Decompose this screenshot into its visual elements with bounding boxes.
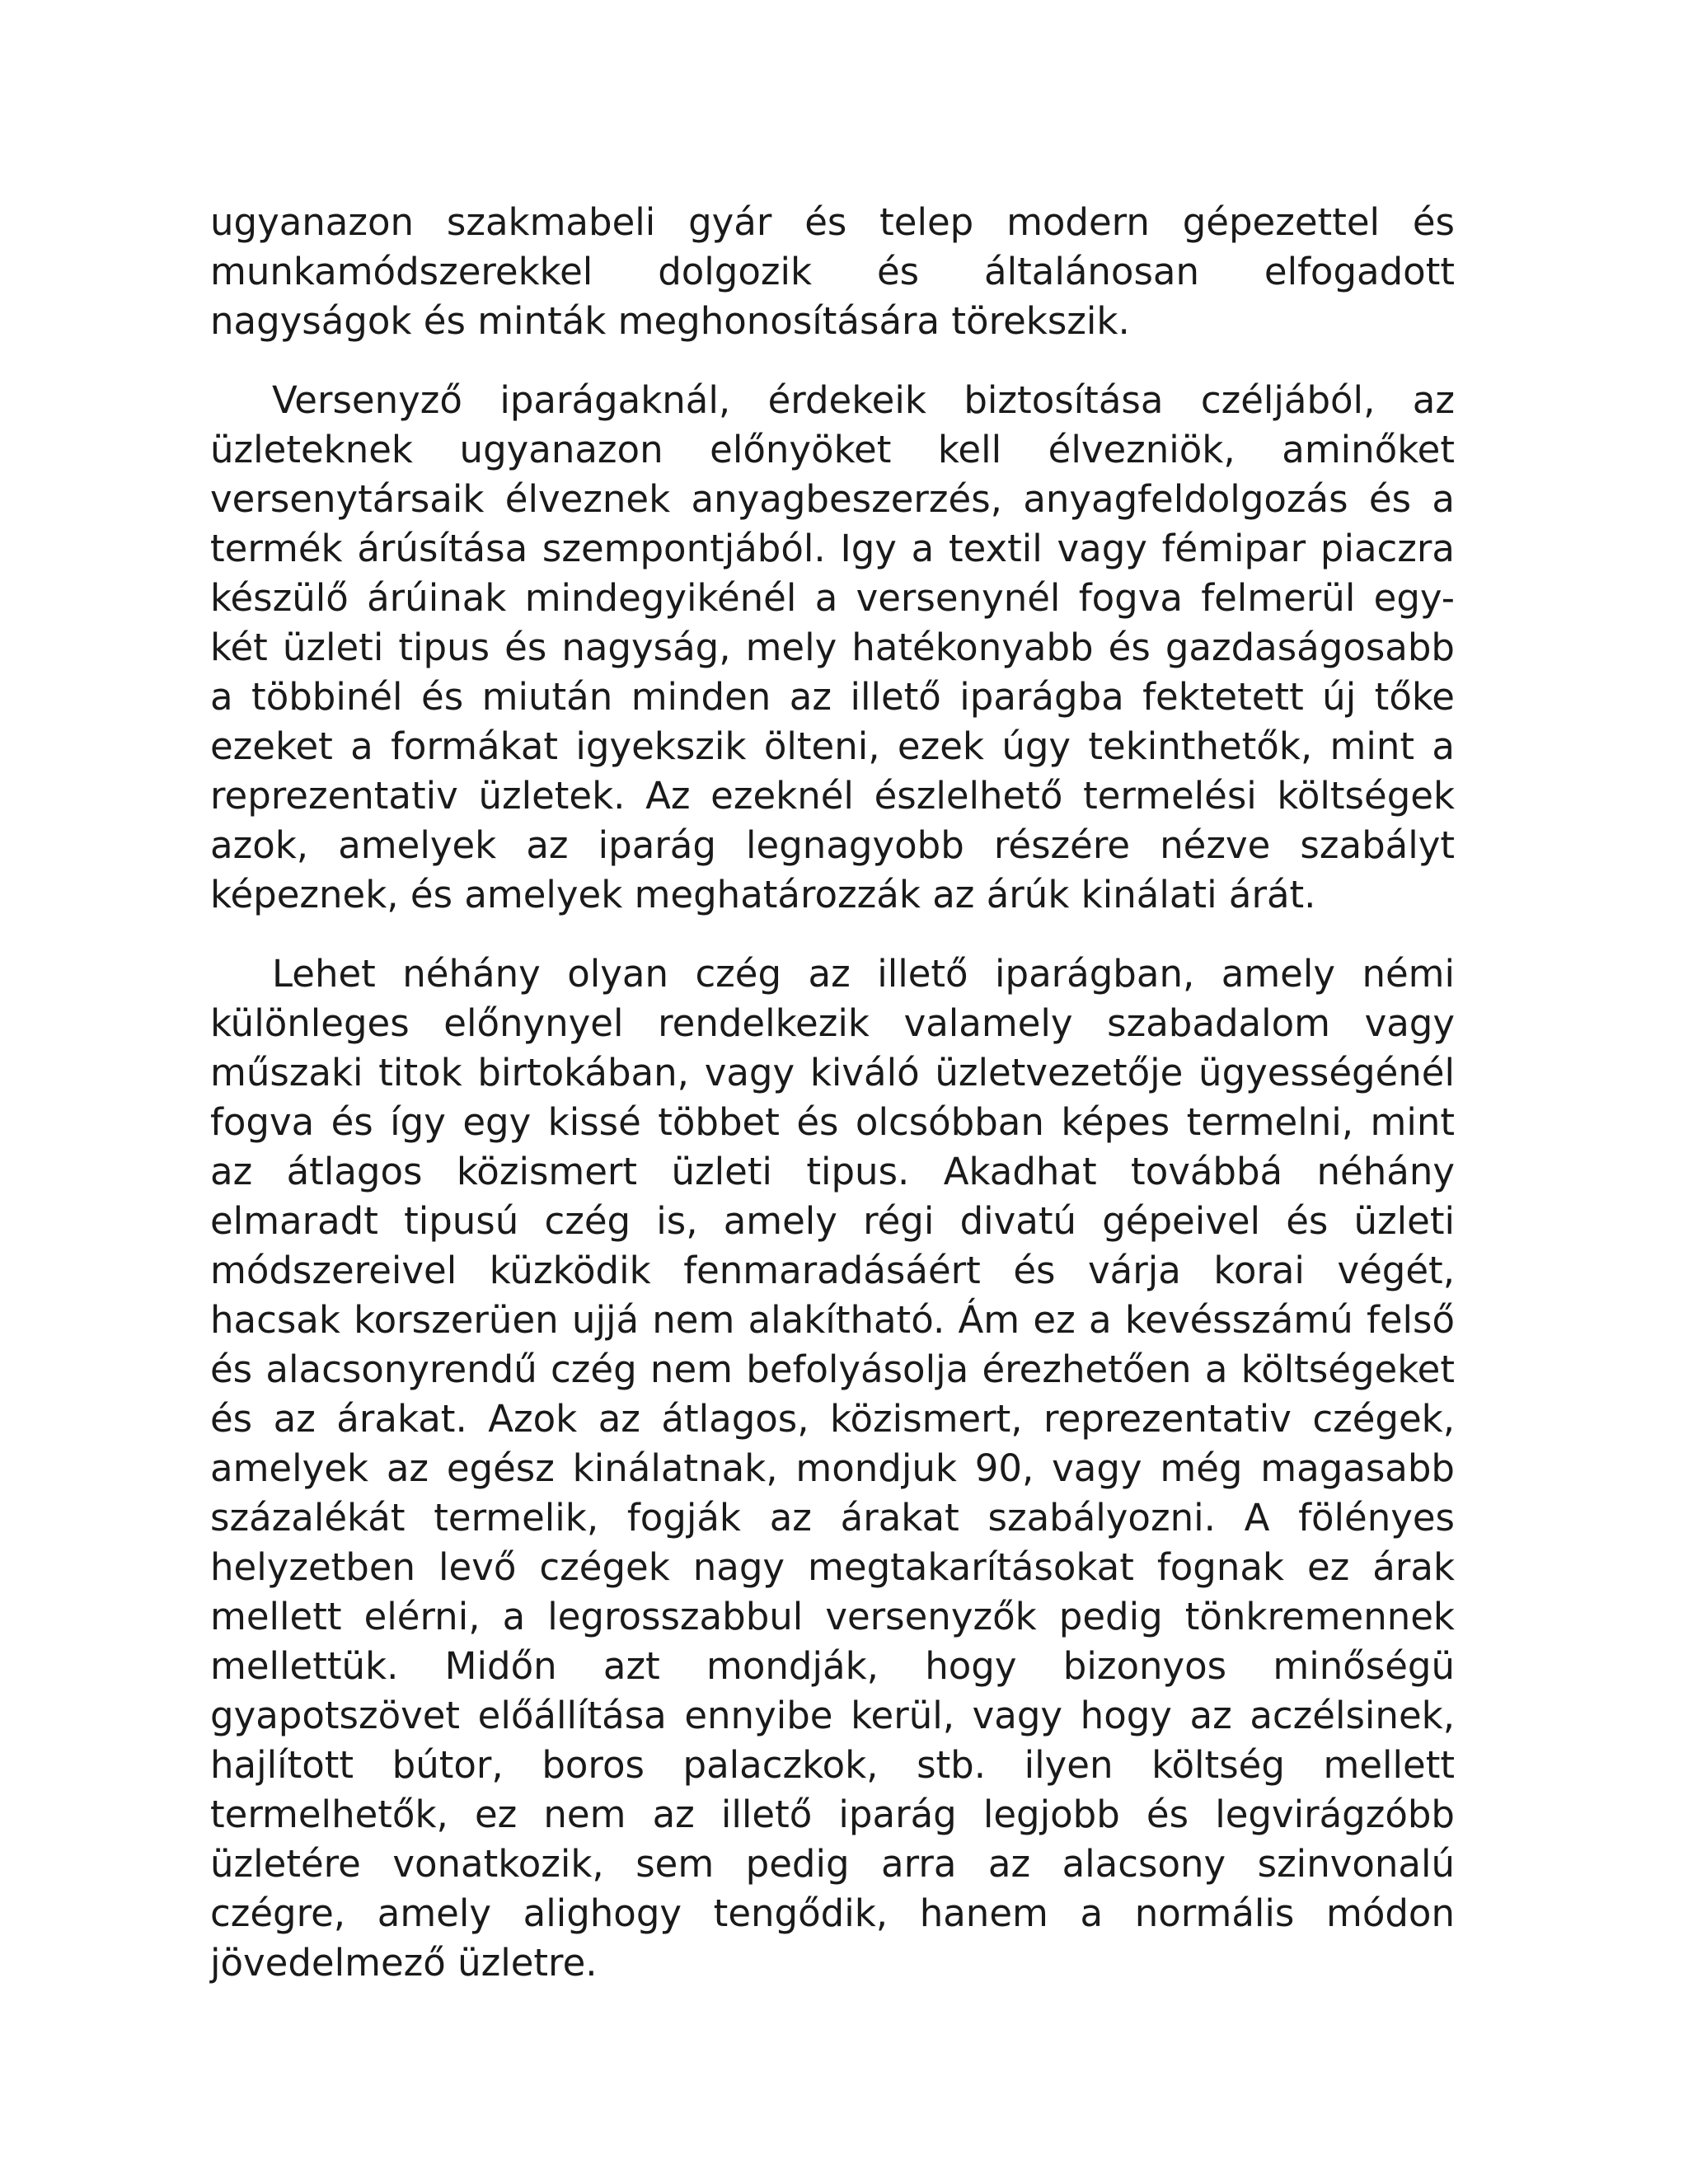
paragraph-continuation: ugyanazon szakmabeli gyár és telep modern gépezettel és munkamódszerekkel dolgozik és általánosan elfogadott nagyságok és minták meghonosítására törekszik. <box>210 200 1455 343</box>
paragraph-firm-differences: Lehet néhány olyan czég az illető iparágban, amely némi különleges előnynyel rendelkezik valamely szabadalom vagy műszaki titok birtokában, vagy kiváló üzletvezetője ügyességénél fogva és így egy kissé többet és olcsóbban képes termelni, mint az átlagos közismert üzleti tipus. Akadhat továbbá néhány elmaradt tipusú czég is, amely régi divatú gépeivel és üzleti módszereivel küzködik fenmaradásáért és várja korai végét, hacsak korszerüen ujjá nem alakítható. Ám ez a kevésszámú felső és alacsonyrendű czég nem befolyásolja érezhetően a költségeket és az árakat. Azok az átlagos, közismert, reprezentativ czégek, amelyek az egész kinálatnak, mondjuk 90, vagy még magasabb százalékát termelik, fogják az árakat szabályozni. A fölényes helyzetben levő czégek nagy megtakarításokat fognak ez árak mellett elérni, a legrosszabbul versenyzők pedig tönkremennek mellettük. Midőn azt mondják, hogy bizonyos minőségü gyapotszövet előállítása ennyibe kerül, vagy hogy az aczélsinek, hajlított bútor, boros palaczkok, stb. ilyen költség mellett termelhetők, ez nem az illető iparág legjobb és legvirágzóbb üzletére vonatkozik, sem pedig arra az alacsony szinvonalú czégre, amely alighogy tengődik, hanem a normális módon jövedelmező üzletre. <box>210 952 1455 1985</box>
paragraph-representative-business: Versenyző iparágaknál, érdekeik biztosítása czéljából, az üzleteknek ugyanazon előnyöket kell élvezniök, aminőket versenytársaik élveznek anyagbeszerzés, anyagfeldolgozás és a termék árúsítása szempontjából. Igy a textil vagy fémipar piaczra készülő árúinak mindegyikénél a versenynél fogva felmerül egy-két üzleti tipus és nagyság, mely hatékonyabb és gazdaságosabb a többinél és miután minden az illető iparágba fektetett új tőke ezeket a formákat igyekszik ölteni, ezek úgy tekinthetők, mint a reprezentativ üzletek. Az ezeknél észlelhető termelési költségek azok, amelyek az iparág legnagyobb részére nézve szabályt képeznek, és amelyek meghatározzák az árúk kinálati árát. <box>210 378 1455 916</box>
body-text <box>210 198 1455 2018</box>
